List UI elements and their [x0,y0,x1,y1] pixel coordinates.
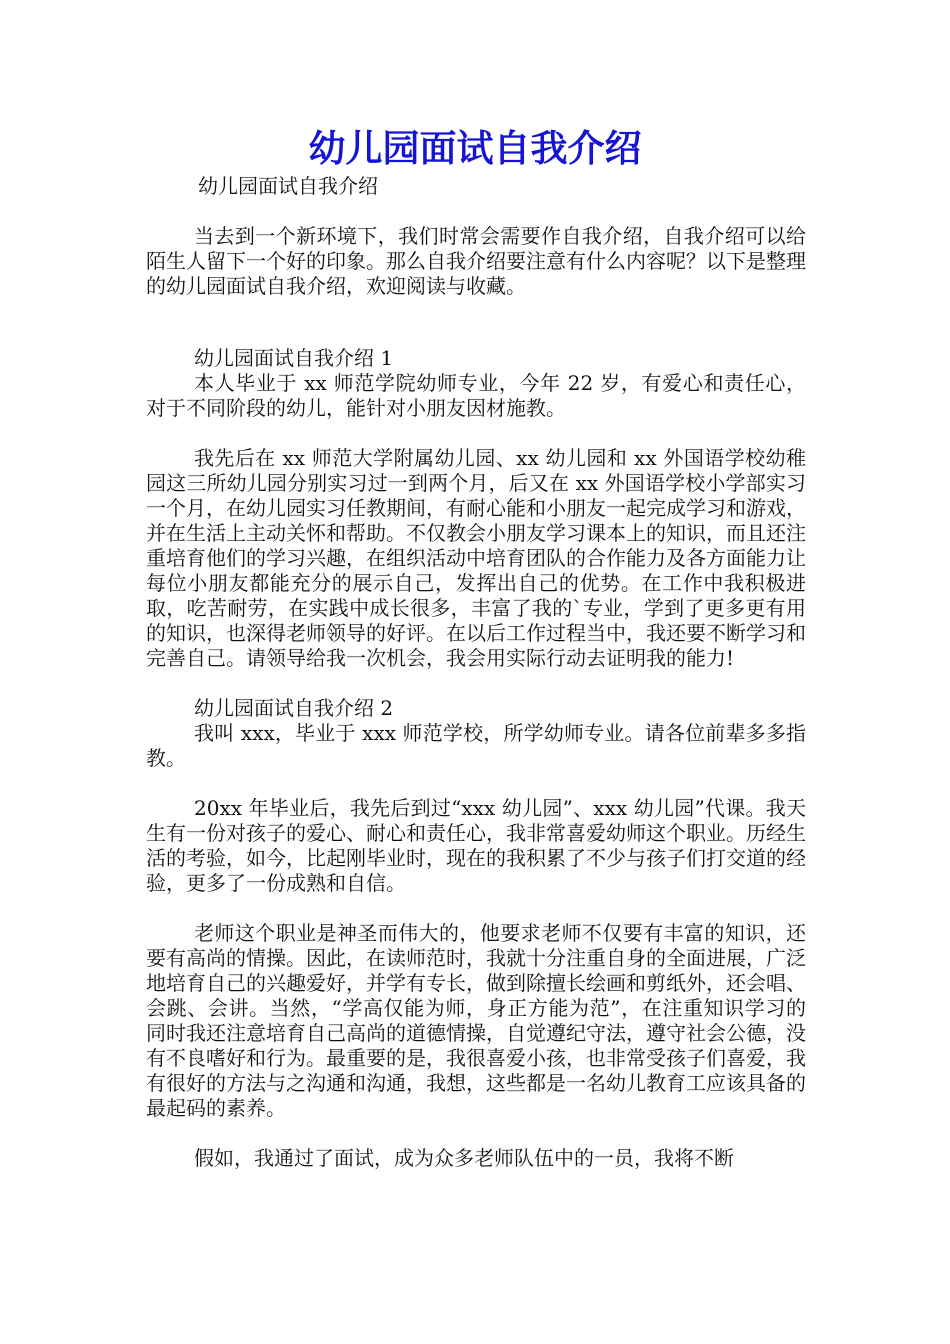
spacer [146,299,806,349]
section-heading: 幼儿园面试自我介绍 1 [194,346,394,370]
spacer [146,896,806,921]
document-subtitle: 幼儿园面试自我介绍 [198,174,378,198]
document-body [146,174,806,1171]
spacer [146,771,806,796]
body-paragraph: 老师这个职业是神圣而伟大的，他要求老师不仅要有丰富的知识，还要有高尚的情操。因此，在读师范时，我就十分注重自身的全面进展，广泛地培育自己的兴趣爱好，并学有专长，做到除擅长绘画和剪纸外，还会唱、会跳、会讲。当然，“学高仅能为师，身正方能为范”，在注重知识学习的同时我还注意培育自己高尚的道德情操，自觉遵纪守法，遵守社会公德，没有不良嗜好和行为。最重要的是，我很喜爱小孩，也非常受孩子们喜爱，我有很好的方法与之沟通和沟通，我想，这些都是一名幼儿教育工应该具备的最起码的素养。 [146,921,806,1120]
body-paragraph: 20xx 年毕业后，我先后到过“xxx 幼儿园”、xxx 幼儿园”代课。我天生有一份对孩子的爱心、耐心和责任心，我非常喜爱幼师这个职业。历经生活的考验，如今，比起刚毕业时，现在的我积累了不少与孩子们打交道的经验，更多了一份成熟和自信。 [146,796,806,895]
body-paragraph: 假如，我通过了面试，成为众多老师队伍中的一员，我将不断 [194,1146,734,1170]
body-paragraph: 我叫 xxx，毕业于 xxx 师范学校，所学幼师专业。请各位前辈多多指教。 [146,721,806,770]
spacer [146,421,806,446]
intro-paragraph: 当去到一个新环境下，我们时常会需要作自我介绍，自我介绍可以给陌生人留下一个好的印象。那么自我介绍要注意有什么内容呢？以下是整理的幼儿园面试自我介绍，欢迎阅读与收藏。 [146,224,806,298]
spacer [146,1121,806,1146]
document-title: 幼儿园面试自我介绍 [308,127,642,170]
body-paragraph: 我先后在 xx 师范大学附属幼儿园、xx 幼儿园和 xx 外国语学校幼稚园这三所幼儿园分别实习过一到两个月，后又在 xx 外国语学校小学部实习一个月，在幼儿园实习任教期间，有耐心能和小朋友一起完成学习和游戏，并在生活上主动关怀和帮助。不仅教会小朋友学习课本上的知识，而且还注重培育他们的学习兴趣，在组织活动中培育团队的合作能力及各方面能力让每位小朋友都能充分的展示自己，发挥出自己的优势。在工作中我积极进取，吃苦耐劳，在实践中成长很多，丰富了我的`专业，学到了更多更有用的知识，也深得老师领导的好评。在以后工作过程当中，我还要不断学习和完善自己。请领导给我一次机会，我会用实际行动去证明我的能力! [146,446,806,670]
body-paragraph: 本人毕业于 xx 师范学院幼师专业，今年 22 岁，有爱心和责任心，对于不同阶段的幼儿，能针对小朋友因材施教。 [146,371,806,420]
section-heading: 幼儿园面试自我介绍 2 [194,696,394,720]
spacer [146,671,806,696]
